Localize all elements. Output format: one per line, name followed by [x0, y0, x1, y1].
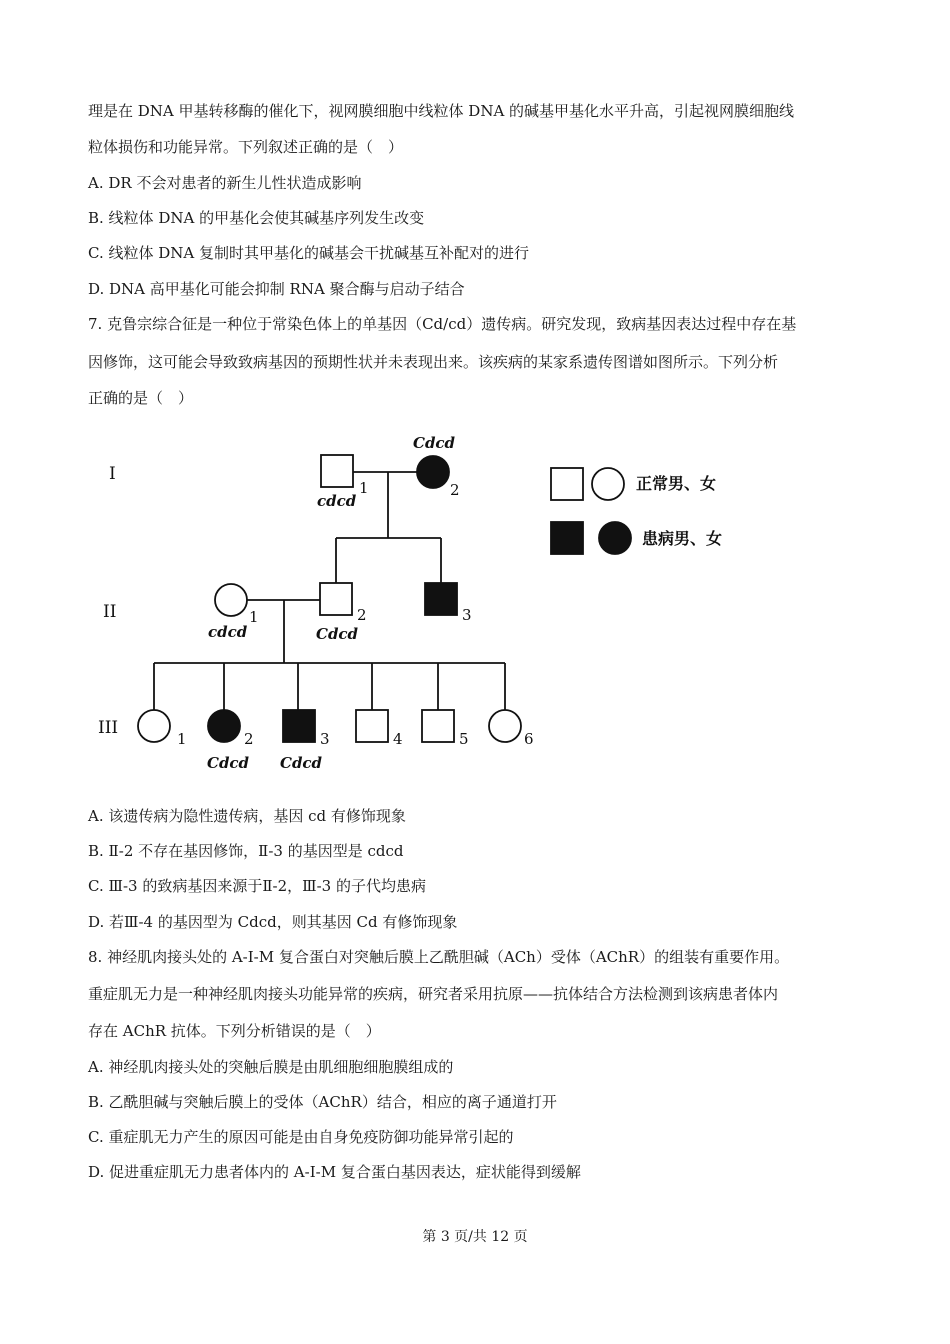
text-line: 粒体损伤和功能异常。下列叙述正确的是（ ） — [88, 138, 404, 156]
genotype-label: Cdcd — [280, 754, 323, 772]
individual-III-6 — [489, 710, 521, 742]
individual-III-5 — [422, 710, 454, 742]
question-8-stem: 8. 神经肌肉接头处的 A-I-M 复合蛋白对突触后膜上乙酰胆碱（ACh）受体（AChR）的组装有重要作用。 — [88, 948, 790, 966]
genotype-label: Cdcd — [413, 434, 456, 452]
option-a: A. 神经肌肉接头处的突触后膜是由肌细胞细胞膜组成的 — [88, 1058, 454, 1076]
legend-affected-female-icon — [599, 522, 631, 554]
text-line: 理是在 DNA 甲基转移酶的催化下，视网膜细胞中线粒体 DNA 的碱基甲基化水平升高，引起视网膜细胞线 — [88, 102, 795, 120]
text-line: 正确的是（ ） — [88, 389, 194, 407]
option-d: D. 促进重症肌无力患者体内的 A-I-M 复合蛋白基因表达，症状能得到缓解 — [88, 1163, 581, 1181]
individual-III-2 — [208, 710, 240, 742]
genotype-label: Cdcd — [316, 625, 359, 643]
legend-normal-label: 正常男、女 — [636, 474, 717, 493]
option-b: B. Ⅱ-2 不存在基因修饰，Ⅱ-3 的基因型是 cdcd — [88, 842, 404, 860]
generation-label: I — [109, 464, 116, 484]
generation-label: II — [103, 602, 117, 622]
option-c: C. 线粒体 DNA 复制时其甲基化的碱基会干扰碱基互补配对的进行 — [88, 244, 530, 262]
individual-number: 2 — [244, 730, 254, 748]
legend-affected-male-icon — [551, 522, 583, 554]
text-line: 重症肌无力是一种神经肌肉接头功能异常的疾病，研究者采用抗原——抗体结合方法检测到该病患者体内 — [88, 985, 779, 1003]
option-c: C. Ⅲ-3 的致病基因来源于Ⅱ-2，Ⅲ-3 的子代均患病 — [88, 877, 426, 895]
option-d: D. DNA 高甲基化可能会抑制 RNA 聚合酶与启动子结合 — [88, 280, 465, 298]
generation-label: III — [98, 718, 119, 738]
individual-number: 4 — [393, 730, 403, 748]
option-b: B. 乙酰胆碱与突触后膜上的受体（AChR）结合，相应的离子通道打开 — [88, 1093, 557, 1111]
option-d: D. 若Ⅲ-4 的基因型为 Cdcd，则其基因 Cd 有修饰现象 — [88, 913, 458, 931]
individual-II-1 — [215, 584, 247, 616]
individual-number: 3 — [462, 606, 472, 624]
question-7-stem: 7. 克鲁宗综合征是一种位于常染色体上的单基因（Cd/cd）遗传病。研究发现，致病基因表达过程中存在基 — [88, 315, 797, 333]
option-b: B. 线粒体 DNA 的甲基化会使其碱基序列发生改变 — [88, 209, 425, 227]
individual-III-3 — [283, 710, 315, 742]
individual-number: 6 — [524, 730, 534, 748]
individual-II-2 — [320, 583, 352, 615]
genotype-label: cdcd — [208, 623, 248, 641]
individual-I-2 — [417, 456, 449, 488]
individual-number: 2 — [357, 606, 367, 624]
individual-number: 1 — [249, 608, 259, 626]
individual-number: 1 — [359, 479, 369, 497]
genotype-label: Cdcd — [207, 754, 250, 772]
legend-normal-female-icon — [592, 468, 624, 500]
option-c: C. 重症肌无力产生的原因可能是由自身免疫防御功能异常引起的 — [88, 1128, 514, 1146]
legend-affected-label: 患病男、女 — [642, 529, 723, 548]
individual-number: 2 — [450, 481, 460, 499]
page-footer: 第 3 页/共 12 页 — [422, 1229, 528, 1245]
individual-number: 3 — [320, 730, 330, 748]
individual-II-3 — [425, 583, 457, 615]
individual-III-1 — [138, 710, 170, 742]
option-a: A. DR 不会对患者的新生儿性状造成影响 — [88, 174, 362, 192]
text-line: 因修饰，这可能会导致致病基因的预期性状并未表现出来。该疾病的某家系遗传图谱如图所示。下列分析 — [88, 353, 779, 371]
individual-number: 1 — [177, 730, 187, 748]
legend-normal-male-icon — [551, 468, 583, 500]
option-a: A. 该遗传病为隐性遗传病，基因 cd 有修饰现象 — [88, 807, 406, 825]
individual-III-4 — [356, 710, 388, 742]
genotype-label: cdcd — [317, 492, 357, 510]
individual-number: 5 — [459, 730, 469, 748]
individual-I-1 — [321, 455, 353, 487]
text-line: 存在 AChR 抗体。下列分析错误的是（ ） — [88, 1022, 381, 1040]
